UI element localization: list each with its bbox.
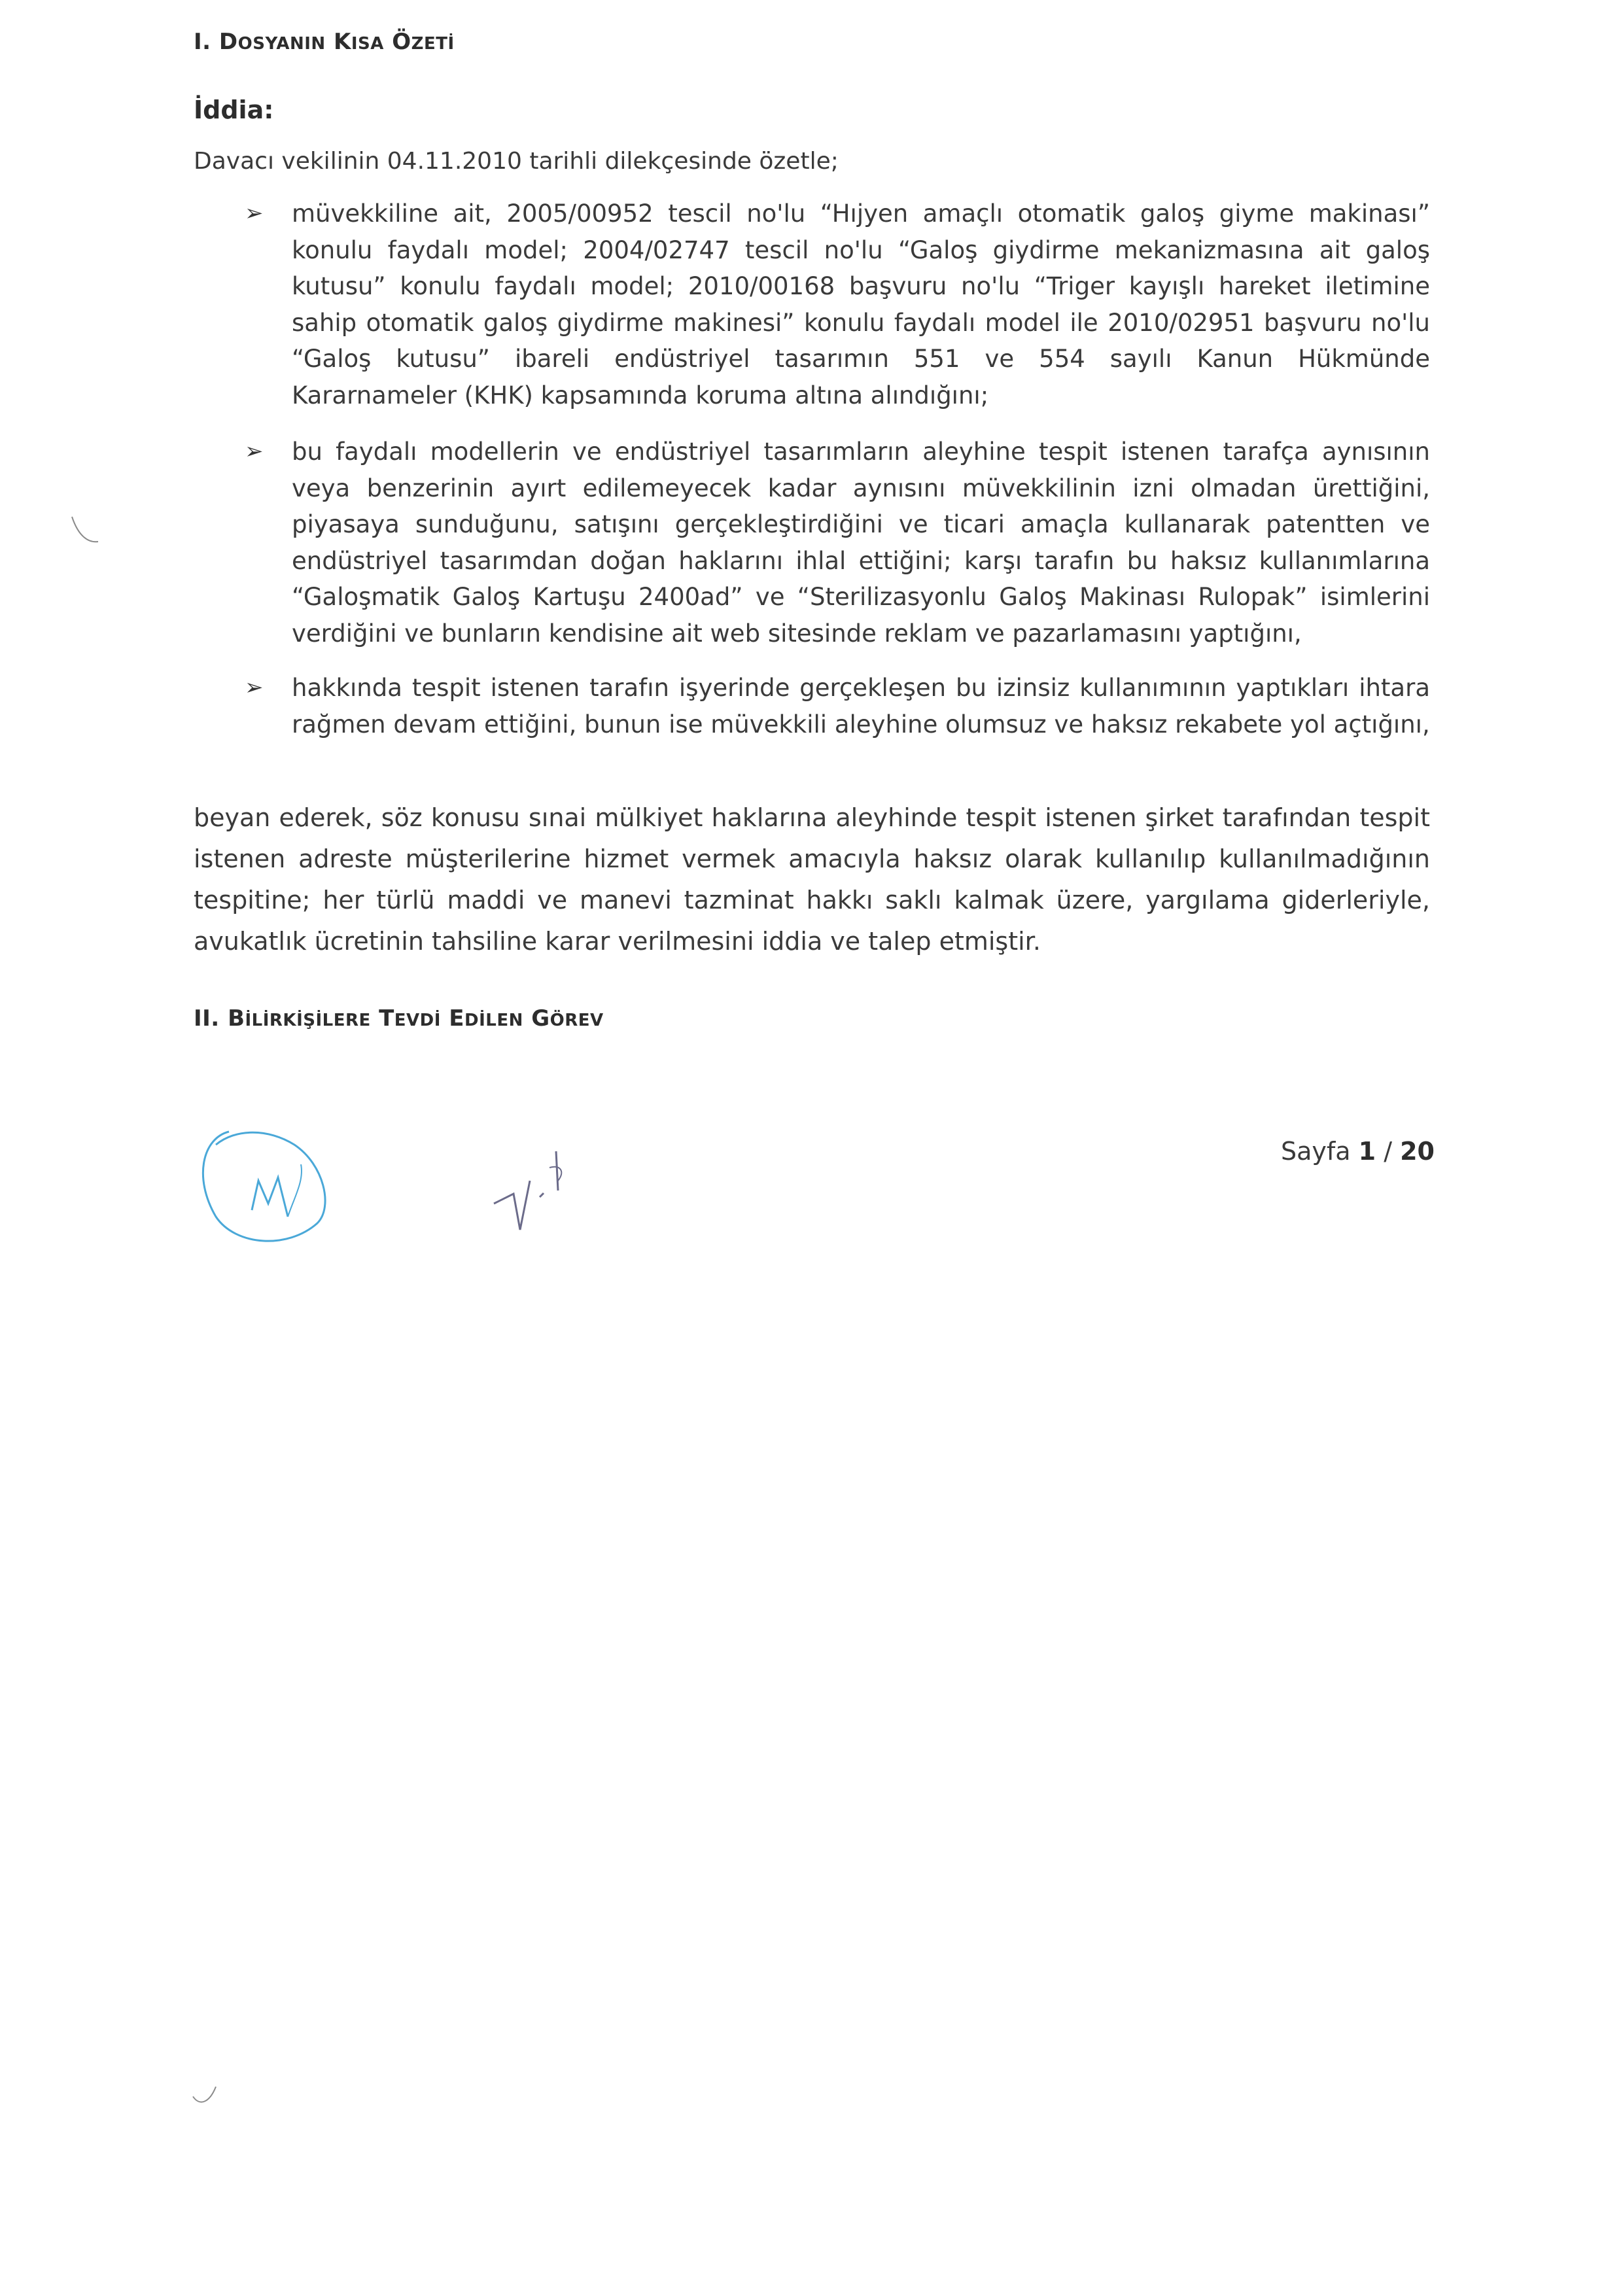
page-current: 1 xyxy=(1358,1137,1376,1166)
scan-mark xyxy=(65,510,105,549)
arrow-bullet-icon: ➢ xyxy=(245,200,264,226)
gray-signature xyxy=(474,1132,592,1256)
bullet-text: hakkında tespit istenen tarafın işyerinde gerçekleşen bu izinsiz kullanımının yaptıkları ihtara rağmen devam ettiğini, bunun ise müvekkili aleyhine olumsuz ve haksız rekabete yol açtığını, xyxy=(292,674,1430,739)
arrow-bullet-icon: ➢ xyxy=(245,674,264,701)
intro-paragraph: Davacı vekilinin 04.11.2010 tarihli dilekçesinde özetle; xyxy=(194,148,839,175)
section-2-title: BİLİRKİŞİLERE TEVDİ EDİLEN GÖREV xyxy=(228,1005,604,1032)
scan-mark xyxy=(190,2080,229,2113)
page-total: 20 xyxy=(1400,1137,1435,1166)
closing-paragraph: beyan ederek, söz konusu sınai mülkiyet haklarına aleyhinde tespit istenen şirket tarafından tespit istenen adreste müşterilerine hizmet vermek amacıyla haksız olarak kullanılıp kullanılmadığının tespitine; her türlü maddi ve manevi tazminat hakkı saklı kalmak üzere, yargılama giderleriyle, avukatlık ücretinin tahsiline karar verilmesini iddia ve talep etmiştir. xyxy=(194,803,1430,956)
bullet-text: bu faydalı modellerin ve endüstriyel tasarımların aleyhine tespit istenen tarafça aynısının veya benzerinin ayırt edilemeyecek kadar aynısını müvekkilinin izni olmadan ürettiğini, piyasaya sunduğunu, satışını gerçekleştirdiğini ve ticari amaçla kullanarak patentten ve endüstriyel tasarımdan doğan haklarını ihlal ettiğini; karşı tarafın bu haksız kullanımlarına “Galoşmatik Galoş Kartuşu 2400ad” ve “Sterilizasyonlu Galoş Makinası Rulopak” isimlerini verdiğini ve bunların kendisine ait web sitesinde reklam ve pazarlamasını yaptığını, xyxy=(292,438,1430,648)
list-item xyxy=(194,196,1430,413)
bullet-text: müvekkiline ait, 2005/00952 tescil no'lu “Hıjyen amaçlı otomatik galoş giyme makinası” konulu faydalı model; 2004/02747 tescil no'lu “Galoş giydirme mekanizmasına ait galoş kutusu” konulu faydalı model; 2010/00168 başvuru no'lu “Triger kayışlı hareket iletimine sahip otomatik galoş giydirme makinesi” konulu faydalı model ile 2010/02951 başvuru no'lu “Galoş kutusu” ibareli endüstriyel tasarımın 551 ve 554 sayılı Kanun Hükmünde Kararnameler (KHK) kapsamında koruma altına alındığını; xyxy=(292,200,1430,409)
bullet-list-1 xyxy=(194,196,1430,413)
page-number xyxy=(1281,1137,1435,1166)
bullet-list-3 xyxy=(194,670,1430,742)
list-item xyxy=(194,434,1430,652)
section-1-number: I. xyxy=(194,29,211,55)
claim-label: İddia: xyxy=(194,96,274,124)
page-label: Sayfa xyxy=(1281,1137,1351,1166)
section-2-heading xyxy=(194,1005,604,1032)
section-1-title: DOSYANIN KISA ÖZETİ xyxy=(218,29,455,55)
arrow-bullet-icon: ➢ xyxy=(245,438,264,464)
page-separator: / xyxy=(1384,1137,1393,1166)
blue-signature xyxy=(190,1119,347,1262)
list-item xyxy=(194,670,1430,742)
section-1-heading xyxy=(194,29,455,55)
section-2-number: II. xyxy=(194,1005,220,1032)
bullet-list-2 xyxy=(194,434,1430,652)
